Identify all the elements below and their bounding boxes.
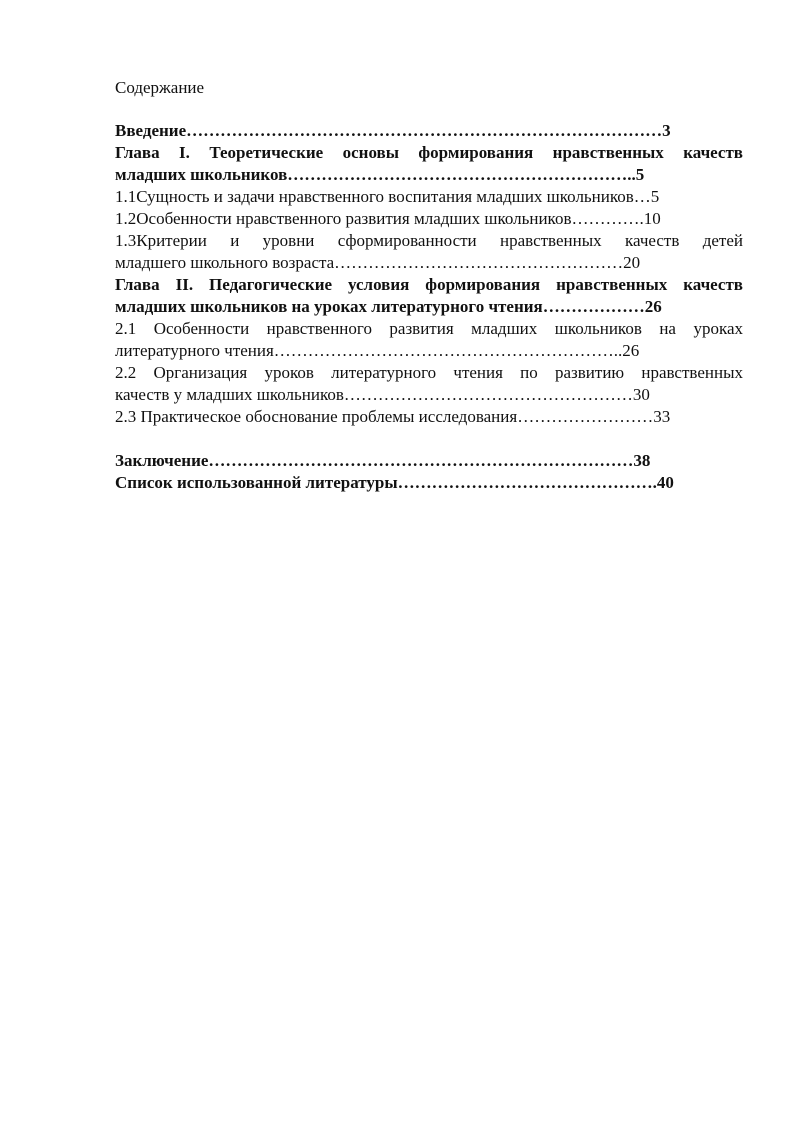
toc-entry-introduction: Введение…………………………………………………………………………3 [115, 121, 671, 140]
toc-entry-chapter-1-line-2: младших школьников……………………………………………………..5 [115, 165, 645, 184]
toc-spacer [115, 428, 743, 450]
toc-entry-section-1-1: 1.1Сущность и задачи нравственного воспитания младших школьников…5 [115, 187, 660, 206]
toc-entry-section-1-2: 1.2Особенности нравственного развития младших школьников………….10 [115, 209, 661, 228]
toc-entry-section-1-3-line-1: 1.3Критерии и уровни сформированности нравственных качеств детей [115, 231, 743, 250]
toc-entry-conclusion: Заключение…………………………………………………………………38 [115, 451, 651, 470]
toc-entry-section-1-3-line-2: младшего школьного возраста……………………………………………20 [115, 253, 641, 272]
toc-entry-chapter-1-line-1: Глава I. Теоретические основы формирования нравственных качеств [115, 143, 743, 162]
toc-entry-section-2-3: 2.3 Практическое обоснование проблемы исследования……………………33 [115, 407, 671, 426]
toc-entry-section-2-2-line-1: 2.2 Организация уроков литературного чтения по развитию нравственных [115, 363, 743, 382]
toc-entry-section-2-1-line-1: 2.1 Особенности нравственного развития младших школьников на уроках [115, 319, 743, 338]
toc-entry-section-2-2-line-2: качеств у младших школьников……………………………………………30 [115, 385, 650, 404]
toc-entry-chapter-2-line-1: Глава II. Педагогические условия формирования нравственных качеств [115, 275, 743, 294]
table-of-contents [115, 120, 743, 494]
toc-entry-references: Список использованной литературы……………………………………….40 [115, 473, 674, 492]
toc-heading: Содержание [115, 78, 205, 97]
toc-entry-chapter-2-line-2: младших школьников на уроках литературного чтения………………26 [115, 297, 662, 316]
toc-entry-section-2-1-line-2: литературного чтения……………………………………………………..26 [115, 341, 640, 360]
